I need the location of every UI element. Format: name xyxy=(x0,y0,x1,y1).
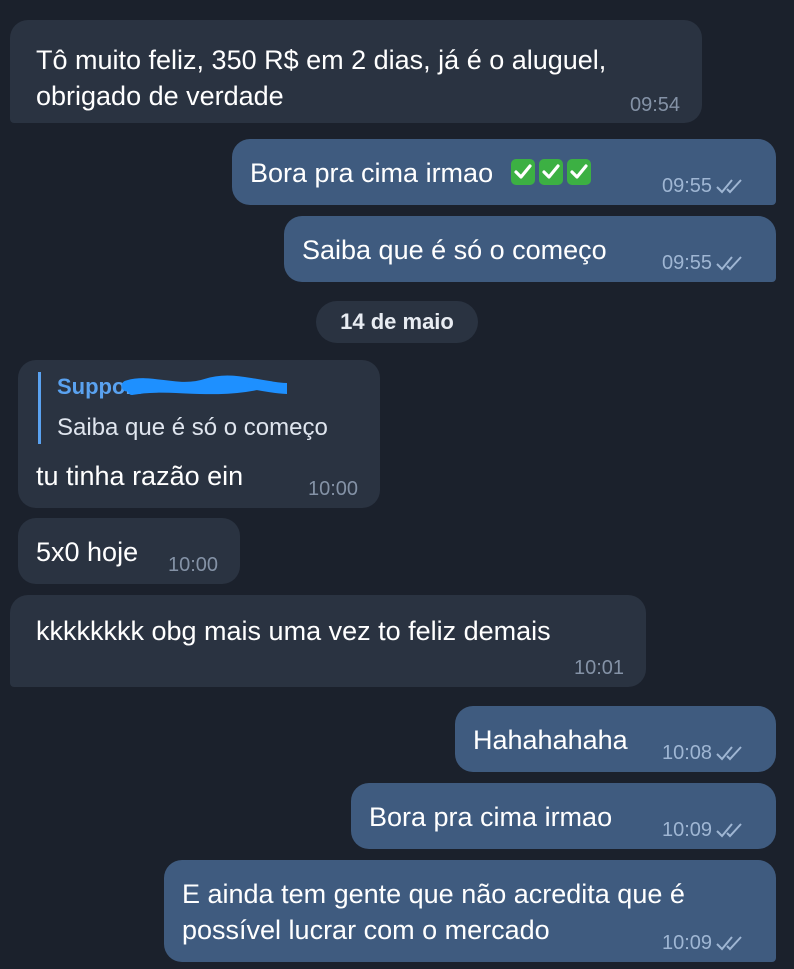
timestamp: 10:09 xyxy=(662,932,713,954)
double-check-icon xyxy=(716,745,746,761)
message-text: E ainda tem gente que não acredita que é xyxy=(182,879,685,909)
check-mark-emoji-group xyxy=(507,158,591,188)
reply-author xyxy=(57,374,287,400)
message-text: Bora pra cima irmao xyxy=(369,802,613,832)
date-separator: 14 de maio xyxy=(316,301,478,343)
message-time xyxy=(308,478,358,500)
message-text: possível lucrar com o mercado xyxy=(182,915,550,945)
message-bubble-incoming[interactable] xyxy=(18,518,240,584)
double-check-icon xyxy=(716,255,746,271)
redaction-scribble xyxy=(57,374,287,400)
timestamp: 09:55 xyxy=(662,252,713,274)
white-check-mark-emoji xyxy=(511,159,535,185)
timestamp: 10:00 xyxy=(308,478,359,500)
double-check-icon xyxy=(716,935,746,951)
message-time xyxy=(630,94,680,116)
message-text: obrigado de verdade xyxy=(36,81,284,111)
reply-text: Saiba que é só o começo xyxy=(57,414,328,441)
message-bubble-incoming[interactable] xyxy=(10,595,646,687)
message-bubble-outgoing[interactable] xyxy=(284,216,776,282)
white-check-mark-emoji xyxy=(539,159,563,185)
message-meta xyxy=(662,175,746,197)
message-meta xyxy=(662,932,746,954)
message-text-content: Bora pra cima irmao xyxy=(250,158,494,188)
message-time xyxy=(168,554,218,576)
message-text: Hahahahaha xyxy=(473,725,628,755)
double-check-icon xyxy=(716,822,746,838)
message-text: 5x0 hoje xyxy=(36,537,139,567)
message-time xyxy=(574,657,624,679)
message-text: kkkkkkkk obg mais uma vez to feliz demais xyxy=(36,616,551,646)
message-text: Saiba que é só o começo xyxy=(302,235,607,265)
double-check-icon xyxy=(716,178,746,194)
timestamp: 09:54 xyxy=(630,94,681,116)
message-bubble-outgoing[interactable] xyxy=(164,860,776,962)
message-text xyxy=(250,155,591,191)
message-bubble-outgoing[interactable] xyxy=(232,139,776,205)
message-bubble-outgoing[interactable] xyxy=(351,783,776,849)
message-text: Tô muito feliz, 350 R$ em 2 dias, já é o aluguel, xyxy=(36,45,607,75)
message-text: tu tinha razão ein xyxy=(36,461,244,491)
timestamp: 10:01 xyxy=(574,657,625,679)
timestamp: 10:00 xyxy=(168,554,219,576)
timestamp: 10:09 xyxy=(662,819,713,841)
message-bubble-incoming[interactable] xyxy=(10,20,702,123)
message-meta xyxy=(662,742,746,764)
message-meta xyxy=(662,819,746,841)
timestamp: 10:08 xyxy=(662,742,713,764)
timestamp: 09:55 xyxy=(662,175,713,197)
message-bubble-outgoing[interactable] xyxy=(455,706,776,772)
white-check-mark-emoji xyxy=(567,159,591,185)
reply-preview[interactable] xyxy=(38,372,368,444)
message-meta xyxy=(662,252,746,274)
reply-author-name: Support xyxy=(57,374,142,399)
